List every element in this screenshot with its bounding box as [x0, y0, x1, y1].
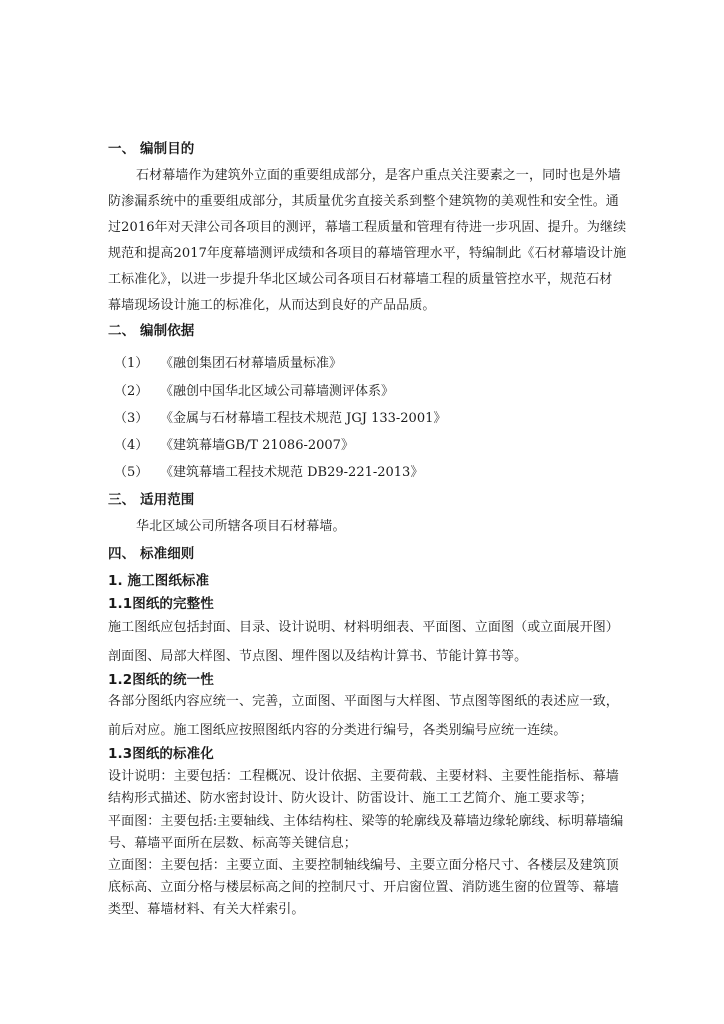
section-heading: 四、 标准细则 [108, 546, 195, 562]
reference-number: （2） [114, 384, 149, 399]
paragraph-line: 防渗漏系统中的重要组成部分，其质量优劣直接关系到整个建筑物的美观性和安全性。通 [108, 194, 619, 209]
reference-title: 《金属与石材幕墙工程技术规范 JGJ 133-2001》 [160, 411, 447, 426]
paragraph-line: 石材幕墙作为建筑外立面的重要组成部分，是客户重点关注要素之一，同时也是外墙 [136, 168, 621, 183]
paragraph-line: 号、幕墙平面所在层数、标高等关键信息； [108, 836, 357, 851]
reference-title: 《建筑幕墙GB/T 21086-2007》 [160, 438, 354, 453]
subsection-heading: 1. 施工图纸标准 [108, 573, 210, 589]
paragraph-line: 类型、幕墙材料、有关大样索引。 [108, 902, 305, 917]
reference-number: （1） [114, 356, 149, 371]
subsection-heading: 1.2图纸的统一性 [108, 672, 214, 688]
reference-number: （3） [114, 411, 149, 426]
paragraph-line: 立面图：主要包括：主要立面、主要控制轴线编号、主要立面分格尺寸、各楼层及建筑顶 [108, 858, 619, 873]
paragraph-line: 规范和提高2017年度幕墙测评成绩和各项目的幕墙管理水平，特编制此《石材幕墙设计施 [108, 246, 627, 261]
paragraph-line: 工标准化》，以进一步提升华北区域公司各项目石材幕墙工程的质量管控水平，规范石材 [108, 272, 613, 287]
subsection-heading: 1.3图纸的标准化 [108, 746, 214, 762]
paragraph-line: 前后对应。施工图纸应按照图纸内容的分类进行编号，各类别编号应统一连续。 [108, 723, 567, 738]
section-heading: 三、 适用范围 [108, 492, 195, 508]
section-heading: 一、 编制目的 [108, 141, 195, 157]
paragraph-line: 各部分图纸内容应统一、完善，立面图、平面图与大样图、节点图等图纸的表述应一致， [108, 694, 619, 709]
paragraph-line: 华北区域公司所辖各项目石材幕墙。 [136, 519, 346, 534]
reference-title: 《融创集团石材幕墙质量标准》 [160, 356, 343, 371]
paragraph-line: 平面图：主要包括:主要轴线、主体结构柱、梁等的轮廓线及幕墙边缘轮廓线、标明幕墙编 [108, 814, 624, 829]
paragraph-line: 结构形式描述、防水密封设计、防火设计、防雷设计、施工工艺简介、施工要求等； [108, 791, 593, 806]
paragraph-line: 设计说明：主要包括：工程概况、设计依据、主要荷载、主要材料、主要性能指标、幕墙 [108, 769, 619, 784]
paragraph-line: 底标高、立面分格与楼层标高之间的控制尺寸、开启窗位置、消防逃生窗的位置等、幕墙 [108, 880, 619, 895]
paragraph-line: 过2016年对天津公司各项目的测评，幕墙工程质量和管理有待进一步巩固、提升。为继续 [108, 220, 627, 235]
paragraph-line: 剖面图、局部大样图、节点图、埋件图以及结构计算书、节能计算书等。 [108, 649, 528, 664]
reference-number: （4） [114, 438, 149, 453]
section-heading: 二、 编制依据 [108, 323, 195, 339]
reference-number: （5） [114, 465, 149, 480]
paragraph-line: 施工图纸应包括封面、目录、设计说明、材料明细表、平面图、立面图（或立面展开图） [108, 620, 619, 635]
reference-title: 《建筑幕墙工程技术规范 DB29-221-2013》 [160, 465, 424, 480]
reference-title: 《融创中国华北区域公司幕墙测评体系》 [160, 384, 395, 399]
paragraph-line: 幕墙现场设计施工的标准化，从而达到良好的产品品质。 [108, 298, 436, 313]
subsection-heading: 1.1图纸的完整性 [108, 596, 214, 612]
